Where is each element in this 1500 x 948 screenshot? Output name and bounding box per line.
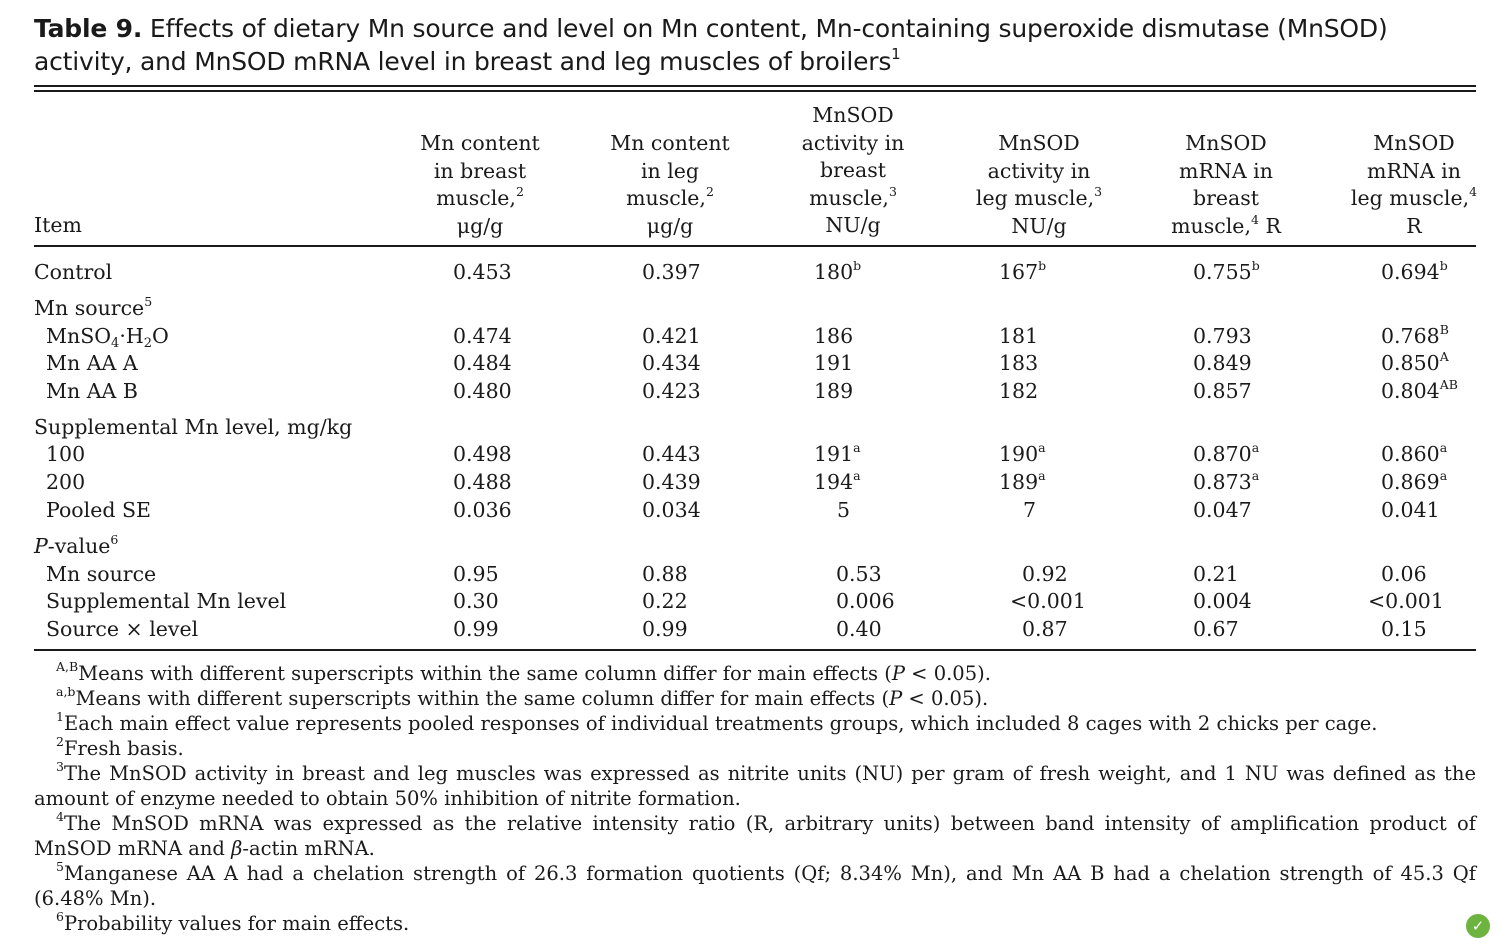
row-label-mn-aa-a: Mn AA A (46, 351, 138, 375)
table-cell: 181 (999, 324, 1039, 348)
row-label-mn-aa-b: Mn AA B (46, 379, 138, 403)
footnote-ab: $^{a,b}$Means with different superscripts within the same column differ for main effects (P < 0.05). (56, 684, 989, 710)
table-cell: 0.22 (642, 589, 688, 613)
table-cell: 191 (814, 351, 854, 375)
table-cell: 0.498 (453, 442, 512, 466)
row-label-200: 200 (46, 470, 86, 494)
table-cell: 0.443 (642, 442, 701, 466)
footnote-1: $^1$Each main effect value represents pooled responses of individual treatments groups, which included 8 cages with 2 chicks per cage. (56, 709, 1378, 735)
header-mn-content-leg: Mn content in leg muscle,$^2$ μg/g (610, 131, 730, 238)
row-label-mnso4: $MnSO_4\cdot H_2O$ (46, 324, 169, 351)
section-p-value: P-value$^6$ (34, 532, 119, 558)
table-cell: $0.768^B$ (1381, 322, 1449, 348)
table-cell: 7 (1023, 498, 1037, 522)
table-cell: 0.480 (453, 379, 512, 403)
bottom-rule (34, 649, 1476, 651)
footnote-4: $^4$The MnSOD mRNA was expressed as the relative intensity ratio (R, arbitrary units) between band intensity of amplification product of MnSOD mRNA and β-actin mRNA. (34, 809, 1476, 860)
caption-text: Effects of dietary Mn source and level on Mn content, Mn-containing superoxide dismutase (MnSOD) activity, and MnSOD mRNA level in breast and leg muscles of broilers (34, 14, 1388, 76)
table-cell: 5 (837, 498, 851, 522)
section-supplemental-level: Supplemental Mn level, mg/kg (34, 415, 353, 439)
table-cell: <0.001 (1010, 589, 1086, 613)
footnote-AB: $^{A,B}$Means with different superscripts within the same column differ for main effects (P < 0.05). (56, 659, 991, 685)
table-cell: 189 (814, 379, 854, 403)
footnote-5: $^5$Manganese AA A had a chelation strength of 26.3 formation quotients (Qf; 8.34% Mn), and Mn AA B had a chelation strength of 45.3 Qf (6.48% Mn). (34, 859, 1476, 910)
table-cell: 0.88 (642, 562, 688, 586)
table-cell: 0.15 (1381, 617, 1427, 641)
table-cell: 0.99 (642, 617, 688, 641)
header-mnsod-mrna-breast: MnSOD mRNA in breast muscle,$^4$ R (1171, 131, 1281, 238)
table-cell: 0.40 (836, 617, 882, 641)
header-item: Item (34, 213, 82, 237)
table-cell: 0.92 (1022, 562, 1068, 586)
table-cell: 0.87 (1022, 617, 1068, 641)
row-label-p-supplemental-level: Supplemental Mn level (46, 589, 287, 613)
table-cell: 0.755$^b$ (1193, 258, 1260, 284)
section-mn-source: Mn source$^5$ (34, 294, 153, 320)
table-cell: 0.21 (1193, 562, 1239, 586)
row-label-100: 100 (46, 442, 86, 466)
table-cell: 189$^a$ (999, 468, 1046, 494)
table-cell: 0.95 (453, 562, 499, 586)
header-rule (34, 245, 1476, 247)
table-cell: 0.06 (1381, 562, 1427, 586)
table-cell: 0.67 (1193, 617, 1239, 641)
table-cell: 0.870$^a$ (1193, 440, 1260, 466)
table-cell: 0.30 (453, 589, 499, 613)
table-cell: 0.397 (642, 260, 701, 284)
table-cell: 0.434 (642, 351, 701, 375)
table-cell: <0.001 (1368, 589, 1444, 613)
table-cell: 0.488 (453, 470, 512, 494)
table-cell: 0.694$^b$ (1381, 258, 1448, 284)
table-cell: 0.484 (453, 351, 512, 375)
footnote-3: $^3$The MnSOD activity in breast and leg muscles was expressed as nitrite units (NU) per gram of fresh weight, and 1 NU was defined as the amount of enzyme needed to obtain 50% inhibition of nitrite formation. (34, 759, 1476, 810)
table-cell: 0.99 (453, 617, 499, 641)
table-cell: 167$^b$ (999, 258, 1047, 284)
row-label-control: Control (34, 260, 113, 284)
table-cell: 0.453 (453, 260, 512, 284)
table-cell: 0.869$^a$ (1381, 468, 1448, 494)
header-mnsod-activity-leg: MnSOD activity in leg muscle,$^3$ NU/g (975, 131, 1103, 238)
table-cell: 0.439 (642, 470, 701, 494)
leaf-logo-icon: ✓ (1466, 914, 1490, 938)
top-rule (34, 85, 1476, 87)
table-cell: 0.006 (836, 589, 895, 613)
footnote-6: $^6$Probability values for main effects. (56, 909, 410, 935)
table-cell: 0.041 (1381, 498, 1440, 522)
table-cell: 0.873$^a$ (1193, 468, 1260, 494)
table-cell: 0.849 (1193, 351, 1252, 375)
table-cell: 0.474 (453, 324, 512, 348)
footnote-2: $^2$Fresh basis. (56, 734, 184, 760)
table-cell: 0.423 (642, 379, 701, 403)
table-cell: 180$^b$ (814, 258, 862, 284)
table-cell: 0.421 (642, 324, 701, 348)
table-cell: 0.004 (1193, 589, 1252, 613)
table-cell: 0.857 (1193, 379, 1252, 403)
table-cell: 186 (814, 324, 854, 348)
table-caption (34, 12, 1479, 78)
top-rule-second (34, 90, 1476, 92)
table-cell: 0.047 (1193, 498, 1252, 522)
table-label: Table 9. (34, 14, 143, 43)
table-cell: 183 (999, 351, 1039, 375)
table-cell: 182 (999, 379, 1039, 403)
table-cell: 0.53 (836, 562, 882, 586)
table-cell: 0.034 (642, 498, 701, 522)
header-mnsod-activity-breast: MnSOD activity in breast muscle,$^3$ NU/g (801, 103, 905, 238)
table-cell: 0.793 (1193, 324, 1252, 348)
row-label-pooled-se: Pooled SE (46, 498, 151, 522)
row-label-p-mn-source: Mn source (46, 562, 157, 586)
table-cell: $0.850^A$ (1381, 349, 1449, 375)
caption-footnote-ref: 1 (891, 45, 901, 63)
header-mnsod-mrna-leg: MnSOD mRNA in leg muscle,$^4$ R (1350, 131, 1478, 238)
table-cell: 0.860$^a$ (1381, 440, 1448, 466)
table-cell: 194$^a$ (814, 468, 861, 494)
table-cell: 190$^a$ (999, 440, 1046, 466)
table-cell: $0.804^{AB}$ (1381, 377, 1458, 403)
table-cell: 191$^a$ (814, 440, 861, 466)
header-mn-content-breast: Mn content in breast muscle,$^2$ μg/g (420, 131, 540, 238)
row-label-p-source-level: Source × level (46, 617, 199, 641)
table-cell: 0.036 (453, 498, 512, 522)
